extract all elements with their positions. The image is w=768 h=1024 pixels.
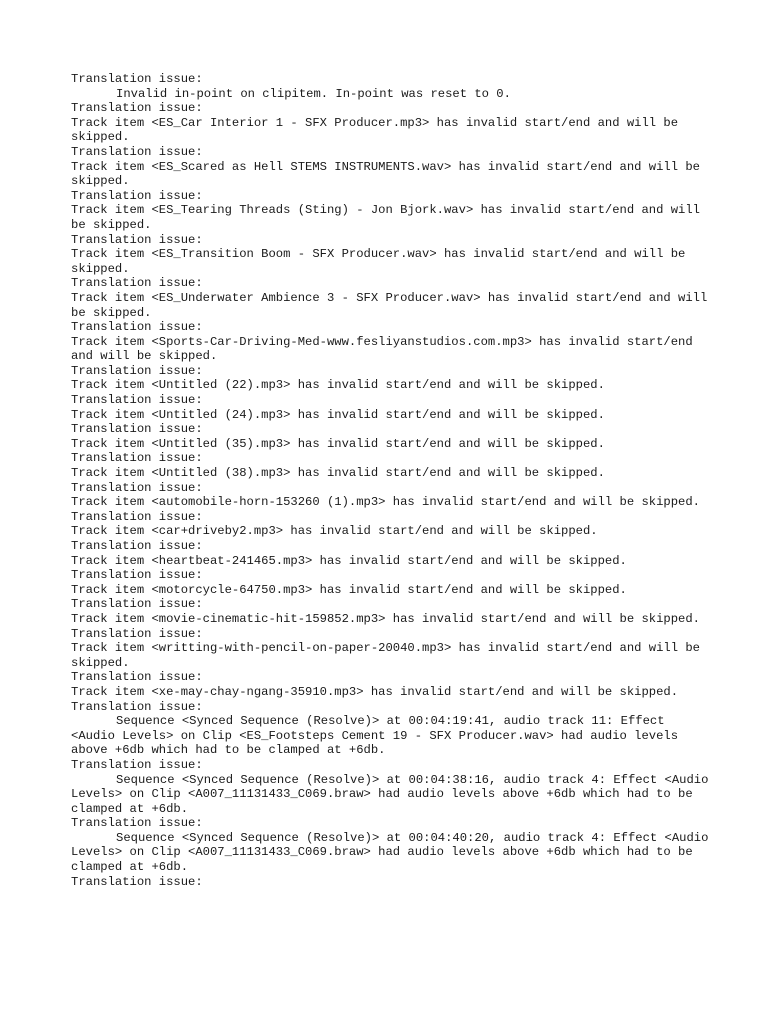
log-entry-message: Track item <ES_Car Interior 1 - SFX Producer.mp3> has invalid start/end and will be skipped.	[71, 115, 686, 145]
log-document	[71, 72, 716, 889]
log-entry-heading: Translation issue:	[71, 699, 203, 714]
log-entry-heading: Translation issue:	[71, 451, 203, 466]
log-entry-heading: Translation issue:	[71, 568, 203, 583]
log-entry-message: Track item <automobile-horn-153260 (1).mp3> has invalid start/end and will be skipped.	[71, 495, 700, 510]
log-entry-heading: Translation issue:	[71, 72, 203, 86]
log-entry-message: Track item <Untitled (35).mp3> has invalid start/end and will be skipped.	[71, 436, 605, 451]
log-entry-message: Track item <ES_Tearing Threads (Sting) - Jon Bjork.wav> has invalid start/end and will be skipped.	[71, 203, 708, 232]
log-entry-message: Track item <writting-with-pencil-on-paper-20040.mp3> has invalid start/end and will be skipped.	[71, 641, 708, 670]
log-entry-heading: Translation issue:	[71, 874, 203, 889]
log-entry-message: Track item <Untitled (24).mp3> has invalid start/end and will be skipped.	[71, 407, 605, 422]
log-entry-heading: Translation issue:	[71, 757, 203, 772]
log-entry-heading: Translation issue:	[71, 232, 203, 247]
log-entry-message: Invalid in-point on clipitem. In-point was reset to 0.	[116, 86, 511, 101]
log-entry-heading: Translation issue:	[71, 670, 203, 685]
log-entry-message: Sequence <Synced Sequence (Resolve)> at 00:04:38:16, audio track 4: Effect <Audio Levels> on Clip <A007_11131433_C069.braw> had audio levels above +6db which had to be clamped at +6db.	[71, 772, 716, 816]
log-entry-heading: Translation issue:	[71, 597, 203, 612]
log-entry-message: Sequence <Synced Sequence (Resolve)> at 00:04:19:41, audio track 11: Effect <Audio Levels> on Clip <ES_Footsteps Cement 19 - SFX Producer.wav> had audio levels above +6db which had to be clamped at +6db.	[71, 714, 686, 758]
log-entry-message: Track item <xe-may-chay-ngang-35910.mp3> has invalid start/end and will be skipped.	[71, 684, 679, 699]
log-entry-heading: Translation issue:	[71, 422, 203, 437]
log-entry-message: Track item <ES_Transition Boom - SFX Producer.wav> has invalid start/end and will be skipped.	[71, 247, 693, 276]
log-entry-heading: Translation issue:	[71, 144, 203, 159]
log-entry-message: Track item <motorcycle-64750.mp3> has invalid start/end and will be skipped.	[71, 582, 627, 597]
log-entry-heading: Translation issue:	[71, 101, 203, 116]
log-entry-message: Track item <Sports-Car-Driving-Med-www.fesliyanstudios.com.mp3> has invalid start/end and will be skipped.	[71, 334, 700, 364]
log-entry-heading: Translation issue:	[71, 626, 203, 641]
log-entry-heading: Translation issue:	[71, 539, 203, 553]
log-entry-heading: Translation issue:	[71, 393, 203, 408]
log-entry-heading: Translation issue:	[71, 816, 203, 831]
log-entry-heading: Translation issue:	[71, 509, 203, 524]
log-entry-message: Track item <Untitled (22).mp3> has invalid start/end and will be skipped.	[71, 378, 605, 393]
log-entry-message: Track item <ES_Underwater Ambience 3 - SFX Producer.wav> has invalid start/end and will be skipped.	[71, 290, 715, 320]
log-entry-heading: Translation issue:	[71, 320, 203, 335]
log-entry-message: Sequence <Synced Sequence (Resolve)> at 00:04:40:20, audio track 4: Effect <Audio Levels> on Clip <A007_11131433_C069.braw> had audio levels above +6db which had to be clamped at +6db.	[71, 830, 716, 875]
log-entry-message: Track item <Untitled (38).mp3> has invalid start/end and will be skipped.	[71, 466, 605, 481]
log-entry-heading: Translation issue:	[71, 480, 203, 495]
log-entry-message: Track item <heartbeat-241465.mp3> has invalid start/end and will be skipped.	[71, 553, 627, 568]
log-entry-message: Track item <car+driveby2.mp3> has invalid start/end and will be skipped.	[71, 524, 598, 539]
log-entry-message: Track item <ES_Scared as Hell STEMS INSTRUMENTS.wav> has invalid start/end and will be skipped.	[71, 159, 708, 189]
log-entry-heading: Translation issue:	[71, 276, 203, 291]
log-entry-message: Track item <movie-cinematic-hit-159852.mp3> has invalid start/end and will be skipped.	[71, 611, 700, 626]
log-entry-heading: Translation issue:	[71, 188, 203, 203]
log-entry-heading: Translation issue:	[71, 363, 203, 378]
